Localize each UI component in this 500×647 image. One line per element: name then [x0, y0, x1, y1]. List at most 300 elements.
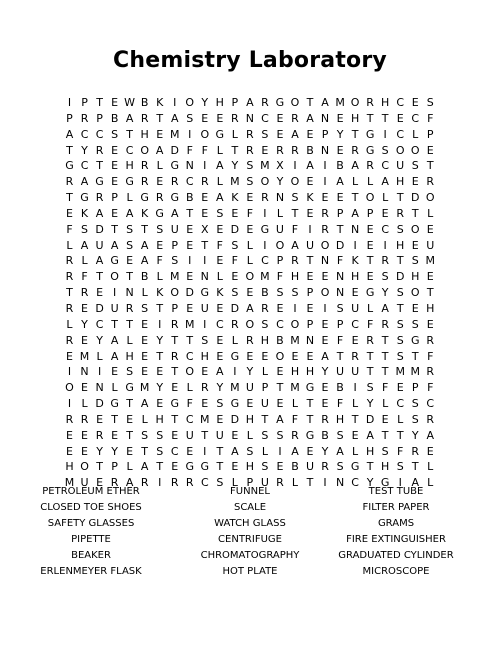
grid-letter: R [170, 175, 179, 189]
grid-letter: P [96, 111, 103, 125]
grid-letter: H [335, 412, 345, 426]
grid-letter: A [426, 428, 435, 442]
grid-letter: A [246, 96, 254, 109]
grid-letter: O [410, 222, 420, 236]
grid-letter: O [410, 286, 420, 300]
grid-row [62, 349, 438, 365]
grid-letter: O [140, 143, 149, 157]
grid-letter: E [111, 143, 119, 157]
grid-letter: E [141, 349, 149, 363]
grid-letter: R [140, 175, 149, 189]
grid-letter: N [80, 365, 89, 379]
grid-letter: L [81, 397, 88, 411]
grid-letter: N [335, 270, 345, 284]
grid-letter: T [426, 286, 434, 300]
grid-letter: O [320, 286, 330, 300]
grid-letter: I [188, 127, 192, 141]
grid-letter: G [80, 191, 89, 205]
grid-letter: A [306, 111, 314, 125]
grid-letter: T [126, 270, 133, 284]
grid-letter: S [396, 317, 404, 331]
grid-letter: E [276, 127, 284, 141]
grid-letter: R [321, 412, 329, 426]
grid-letter: U [110, 301, 119, 315]
grid-letter: S [396, 349, 404, 363]
grid-row [62, 444, 438, 460]
grid-letter: O [200, 127, 210, 141]
grid-letter: R [321, 460, 329, 474]
grid-letter: E [66, 444, 73, 458]
grid-letter: R [125, 301, 134, 315]
grid-letter: P [426, 127, 434, 141]
grid-letter: A [80, 175, 89, 189]
grid-letter: E [156, 365, 164, 379]
grid-letter: E [201, 397, 209, 411]
grid-letter: G [125, 175, 134, 189]
grid-letter: N [200, 270, 209, 284]
grid-letter: D [185, 286, 194, 300]
grid-letter: I [158, 476, 162, 490]
grid-letter: B [185, 191, 194, 205]
grid-letter: I [323, 175, 327, 189]
grid-letter: T [171, 333, 179, 347]
grid-letter: S [81, 222, 89, 236]
grid-row [62, 253, 438, 269]
grid-letter: E [426, 270, 434, 284]
grid-letter: N [320, 143, 330, 157]
grid-letter: S [261, 428, 269, 442]
grid-letter: E [276, 111, 284, 125]
grid-letter: H [350, 111, 360, 125]
grid-letter: E [321, 381, 329, 395]
grid-letter: T [381, 349, 389, 363]
grid-letter: E [156, 397, 164, 411]
grid-letter: M [290, 333, 300, 347]
grid-letter: S [111, 127, 119, 141]
grid-letter: E [81, 444, 88, 458]
word-list-column-1 [1, 484, 181, 579]
grid-letter: R [276, 143, 284, 157]
grid-letter: H [155, 412, 164, 426]
grid-letter: N [305, 333, 315, 347]
grid-letter: T [351, 127, 359, 141]
grid-letter: E [246, 397, 254, 411]
grid-letter: I [323, 159, 327, 173]
grid-letter: E [366, 222, 374, 236]
grid-letter: M [335, 96, 345, 109]
grid-letter: S [396, 222, 404, 236]
grid-letter: S [126, 365, 134, 379]
grid-letter: S [336, 428, 344, 442]
grid-letter: T [366, 365, 374, 379]
grid-letter: O [275, 349, 285, 363]
grid-letter: R [321, 206, 329, 220]
grid-letter: Y [81, 143, 88, 157]
grid-row [62, 380, 438, 396]
grid-letter: I [383, 238, 387, 252]
grid-letter: G [170, 191, 179, 205]
grid-letter: O [260, 175, 270, 189]
grid-letter: F [427, 111, 434, 125]
grid-letter: Y [336, 127, 344, 141]
grid-letter: H [245, 460, 255, 474]
grid-row [62, 158, 438, 174]
grid-letter: O [185, 96, 195, 109]
grid-letter: I [398, 476, 402, 490]
grid-letter: E [156, 175, 164, 189]
grid-letter: H [290, 270, 300, 284]
grid-letter: G [65, 159, 74, 173]
grid-letter: L [246, 254, 253, 268]
grid-letter: K [156, 286, 164, 300]
grid-letter: E [126, 254, 134, 268]
grid-letter: Y [231, 159, 239, 173]
grid-letter: P [261, 381, 269, 395]
grid-letter: N [95, 381, 104, 395]
grid-letter: E [276, 301, 284, 315]
grid-letter: E [201, 191, 209, 205]
grid-letter: S [246, 444, 254, 458]
grid-letter: T [306, 96, 314, 109]
grid-letter: B [140, 96, 149, 109]
grid-letter: T [96, 460, 103, 474]
grid-letter: E [396, 111, 404, 125]
grid-letter: P [171, 301, 179, 315]
grid-letter: A [216, 365, 224, 379]
word-item: CENTRIFUGE [218, 533, 282, 545]
grid-letter: T [351, 412, 359, 426]
grid-letter: U [200, 301, 209, 315]
grid-letter: R [65, 270, 74, 284]
grid-letter: R [65, 412, 74, 426]
grid-letter: G [155, 206, 164, 220]
grid-letter: P [246, 476, 254, 490]
grid-letter: S [336, 301, 344, 315]
grid-letter: T [96, 270, 103, 284]
grid-letter: O [245, 317, 255, 331]
grid-letter: A [351, 206, 359, 220]
grid-letter: E [111, 175, 119, 189]
grid-letter: F [336, 254, 344, 268]
grid-letter: R [426, 365, 435, 379]
grid-letter: E [201, 111, 209, 125]
grid-row [62, 127, 438, 143]
grid-letter: I [173, 96, 177, 109]
grid-letter: F [291, 222, 299, 236]
grid-letter: T [66, 143, 73, 157]
grid-letter: F [81, 270, 88, 284]
grid-letter: R [351, 349, 359, 363]
grid-letter: E [426, 444, 434, 458]
grid-letter: O [290, 96, 300, 109]
grid-letter: L [216, 143, 223, 157]
grid-letter: E [216, 412, 224, 426]
grid-letter: B [110, 111, 119, 125]
grid-letter: D [230, 412, 240, 426]
grid-letter: G [110, 254, 119, 268]
grid-letter: I [293, 159, 297, 173]
grid-letter: T [111, 317, 118, 331]
grid-letter: A [125, 206, 134, 220]
grid-letter: C [200, 476, 209, 490]
grid-letter: E [351, 333, 359, 347]
grid-letter: E [261, 143, 269, 157]
grid-letter: H [350, 270, 360, 284]
grid-letter: X [201, 222, 209, 236]
grid-letter: Y [411, 428, 419, 442]
grid-letter: D [230, 301, 240, 315]
grid-letter: A [291, 238, 299, 252]
grid-letter: P [231, 96, 239, 109]
grid-letter: R [291, 254, 299, 268]
grid-letter: M [169, 270, 180, 284]
grid-letter: D [395, 270, 405, 284]
grid-letter: G [215, 127, 225, 141]
grid-letter: R [381, 317, 389, 331]
grid-letter: E [216, 333, 224, 347]
grid-letter: R [291, 143, 299, 157]
grid-letter: D [95, 397, 104, 411]
grid-letter: C [351, 317, 359, 331]
grid-letter: S [246, 159, 254, 173]
grid-letter: P [276, 254, 284, 268]
grid-row [62, 333, 438, 349]
grid-letter: A [95, 254, 104, 268]
grid-letter: U [260, 476, 269, 490]
grid-letter: E [186, 238, 194, 252]
grid-letter: E [141, 333, 149, 347]
grid-letter: Y [201, 96, 209, 109]
grid-letter: E [216, 111, 224, 125]
grid-letter: R [110, 476, 119, 490]
grid-letter: F [336, 333, 344, 347]
grid-letter: A [351, 159, 359, 173]
grid-letter: S [396, 286, 404, 300]
grid-letter: E [321, 397, 329, 411]
grid-letter: R [261, 191, 269, 205]
grid-letter: L [276, 206, 283, 220]
grid-letter: T [231, 143, 239, 157]
grid-letter: E [171, 428, 179, 442]
grid-letter: F [397, 444, 404, 458]
grid-letter: S [141, 428, 149, 442]
grid-letter: E [111, 96, 119, 109]
grid-letter: L [367, 175, 374, 189]
grid-letter: A [170, 206, 179, 220]
grid-letter: R [170, 317, 179, 331]
grid-letter: E [426, 317, 434, 331]
grid-letter: A [321, 96, 329, 109]
grid-letter: O [410, 143, 420, 157]
grid-letter: G [200, 286, 210, 300]
grid-letter: Y [156, 333, 164, 347]
grid-letter: R [155, 191, 164, 205]
grid-letter: M [64, 476, 75, 490]
grid-letter: N [245, 111, 254, 125]
grid-letter: O [290, 317, 300, 331]
grid-letter: A [95, 206, 104, 220]
grid-letter: H [245, 412, 255, 426]
grid-letter: E [111, 428, 119, 442]
grid-letter: E [186, 444, 194, 458]
grid-letter: C [95, 317, 104, 331]
grid-letter: L [427, 476, 434, 490]
grid-letter: S [426, 96, 434, 109]
grid-letter: E [276, 460, 284, 474]
word-item: SAFETY GLASSES [47, 517, 135, 529]
grid-row [62, 222, 438, 238]
grid-letter: F [427, 349, 434, 363]
grid-letter: L [156, 270, 163, 284]
letter-grid [62, 95, 438, 491]
grid-letter: M [230, 381, 240, 395]
grid-letter: L [382, 191, 389, 205]
grid-letter: H [215, 96, 224, 109]
grid-letter: O [395, 143, 405, 157]
word-list [0, 484, 500, 584]
grid-letter: U [170, 222, 179, 236]
grid-letter: T [186, 333, 194, 347]
grid-letter: D [410, 191, 420, 205]
word-item: GRADUATED CYLINDER [338, 549, 454, 561]
grid-letter: G [170, 159, 179, 173]
grid-letter: I [323, 476, 327, 490]
grid-letter: A [155, 143, 164, 157]
grid-letter: T [96, 96, 103, 109]
grid-letter: T [411, 349, 419, 363]
grid-letter: G [200, 460, 210, 474]
grid-letter: C [411, 111, 420, 125]
grid-letter: K [351, 254, 359, 268]
word-item: WATCH GLASS [214, 517, 286, 529]
grid-letter: O [65, 381, 74, 395]
grid-letter: G [380, 476, 390, 490]
grid-letter: R [80, 111, 89, 125]
grid-letter: U [275, 222, 284, 236]
grid-row [62, 285, 438, 301]
grid-letter: E [411, 301, 419, 315]
grid-letter: L [427, 460, 434, 474]
grid-letter: P [366, 206, 374, 220]
grid-letter: G [365, 127, 375, 141]
grid-letter: O [245, 270, 255, 284]
grid-letter: P [66, 111, 73, 125]
grid-letter: L [111, 381, 118, 395]
grid-letter: G [350, 460, 360, 474]
grid-letter: E [111, 159, 119, 173]
grid-letter: C [215, 317, 224, 331]
grid-letter: F [366, 317, 374, 331]
grid-letter: S [411, 412, 419, 426]
grid-letter: A [125, 476, 134, 490]
grid-letter: E [276, 365, 284, 379]
grid-letter: S [261, 317, 269, 331]
grid-letter: E [141, 317, 149, 331]
grid-letter: R [426, 333, 435, 347]
grid-letter: A [80, 238, 89, 252]
grid-letter: C [80, 159, 89, 173]
grid-letter: E [306, 349, 314, 363]
grid-letter: E [111, 365, 119, 379]
grid-letter: I [383, 127, 387, 141]
grid-letter: E [411, 238, 419, 252]
grid-letter: T [111, 222, 118, 236]
grid-letter: T [306, 476, 314, 490]
grid-letter: G [95, 175, 104, 189]
grid-letter: T [171, 365, 179, 379]
grid-letter: Y [366, 397, 374, 411]
grid-letter: E [96, 286, 104, 300]
grid-letter: L [352, 397, 359, 411]
grid-letter: M [410, 365, 420, 379]
grid-letter: H [396, 238, 405, 252]
grid-letter: E [276, 397, 284, 411]
grid-letter: E [321, 191, 329, 205]
grid-letter: R [200, 381, 209, 395]
grid-letter: E [81, 333, 88, 347]
grid-letter: Y [321, 365, 329, 379]
word-item: MICROSCOPE [362, 565, 430, 577]
grid-letter: E [411, 175, 419, 189]
grid-letter: B [261, 286, 269, 300]
grid-letter: U [351, 365, 360, 379]
grid-letter: M [395, 365, 405, 379]
grid-letter: L [186, 381, 193, 395]
grid-letter: L [126, 191, 133, 205]
grid-letter: R [95, 428, 104, 442]
grid-letter: M [79, 349, 90, 363]
grid-letter: L [427, 206, 434, 220]
grid-letter: H [200, 349, 209, 363]
grid-letter: S [156, 428, 164, 442]
grid-row [62, 111, 438, 127]
grid-letter: E [141, 365, 149, 379]
grid-letter: E [96, 412, 104, 426]
grid-letter: R [80, 412, 89, 426]
grid-letter: L [261, 365, 268, 379]
grid-letter: T [171, 412, 179, 426]
grid-letter: L [216, 175, 223, 189]
grid-letter: M [139, 381, 150, 395]
grid-letter: O [80, 460, 89, 474]
grid-letter: G [275, 96, 285, 109]
grid-letter: A [336, 175, 344, 189]
word-item: CLOSED TOE SHOES [40, 501, 142, 513]
grid-letter: E [321, 270, 329, 284]
grid-letter: E [171, 381, 179, 395]
grid-letter: E [216, 349, 224, 363]
grid-letter: E [306, 444, 314, 458]
grid-letter: S [381, 270, 389, 284]
grid-letter: S [411, 254, 419, 268]
grid-letter: S [141, 301, 149, 315]
grid-letter: H [125, 159, 134, 173]
grid-letter: A [276, 412, 284, 426]
grid-letter: P [336, 206, 344, 220]
grid-letter: Y [276, 175, 284, 189]
grid-letter: A [291, 127, 299, 141]
grid-letter: C [170, 444, 179, 458]
grid-letter: O [425, 191, 435, 205]
grid-letter: I [203, 254, 207, 268]
grid-letter: C [396, 127, 405, 141]
grid-letter: T [381, 365, 389, 379]
grid-letter: B [336, 159, 344, 173]
grid-letter: T [156, 460, 164, 474]
grid-letter: U [351, 301, 360, 315]
grid-letter: G [410, 333, 420, 347]
grid-letter: L [231, 476, 238, 490]
